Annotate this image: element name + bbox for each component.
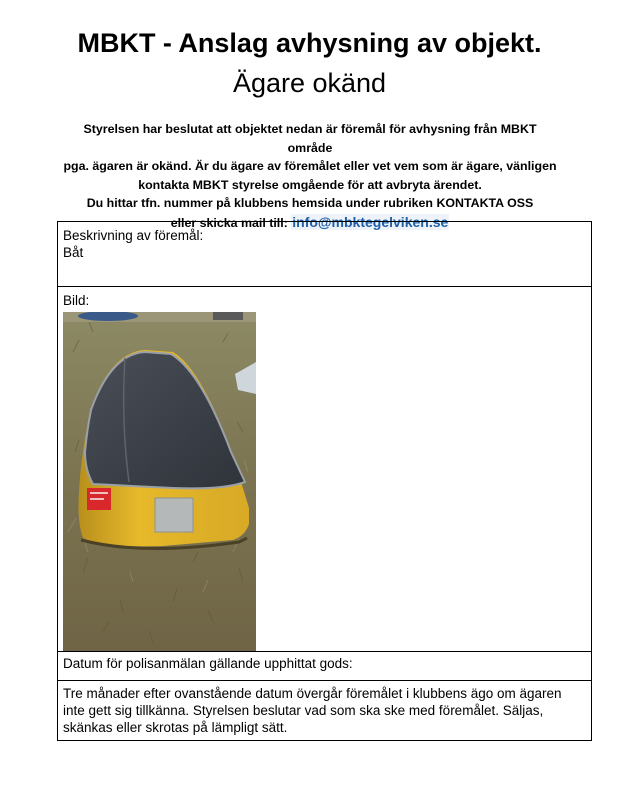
intro-text bbox=[60, 120, 560, 232]
description-label: Beskrivning av föremål: bbox=[63, 228, 204, 243]
image-label: Bild: bbox=[63, 293, 90, 308]
intro-line: pga. ägaren är okänd. Är du ägare av föremålet eller vet vem som är ägare, vänligen bbox=[63, 159, 557, 173]
description-cell bbox=[58, 222, 592, 287]
date-label: Datum för polisanmälan gällande upphittat gods: bbox=[63, 656, 353, 671]
intro-line: Styrelsen har beslutat att objektet nedan är föremål för avhysning från MBKT område bbox=[83, 122, 537, 155]
footer-text: Tre månader efter ovanstående datum övergår föremålet i klubbens ägo om ägaren inte gett sig tillkänna. Styrelsen beslutar vad som ska ske med föremålet. Säljas, skänkas eller skrotas på lämpligt sätt. bbox=[63, 686, 562, 735]
intro-line: kontakta MBKT styrelse omgående för att avbryta ärendet. bbox=[138, 177, 482, 192]
date-cell bbox=[58, 652, 592, 681]
page-subtitle: Ägare okänd bbox=[232, 68, 387, 98]
page-title: MBKT - Anslag avhysning av objekt. bbox=[77, 28, 542, 58]
contact-prefix: eller skicka mail till: bbox=[170, 215, 292, 230]
image-cell bbox=[58, 287, 592, 652]
email-link[interactable]: info@mbktegelviken.se bbox=[292, 213, 449, 230]
description-value: Båt bbox=[63, 245, 84, 260]
intro-line: Du hittar tfn. nummer på klubbens hemsida under rubriken KONTAKTA OSS bbox=[86, 196, 534, 210]
boat-photo bbox=[63, 312, 256, 651]
notice-form-table bbox=[57, 221, 592, 741]
footer-cell bbox=[58, 681, 592, 741]
